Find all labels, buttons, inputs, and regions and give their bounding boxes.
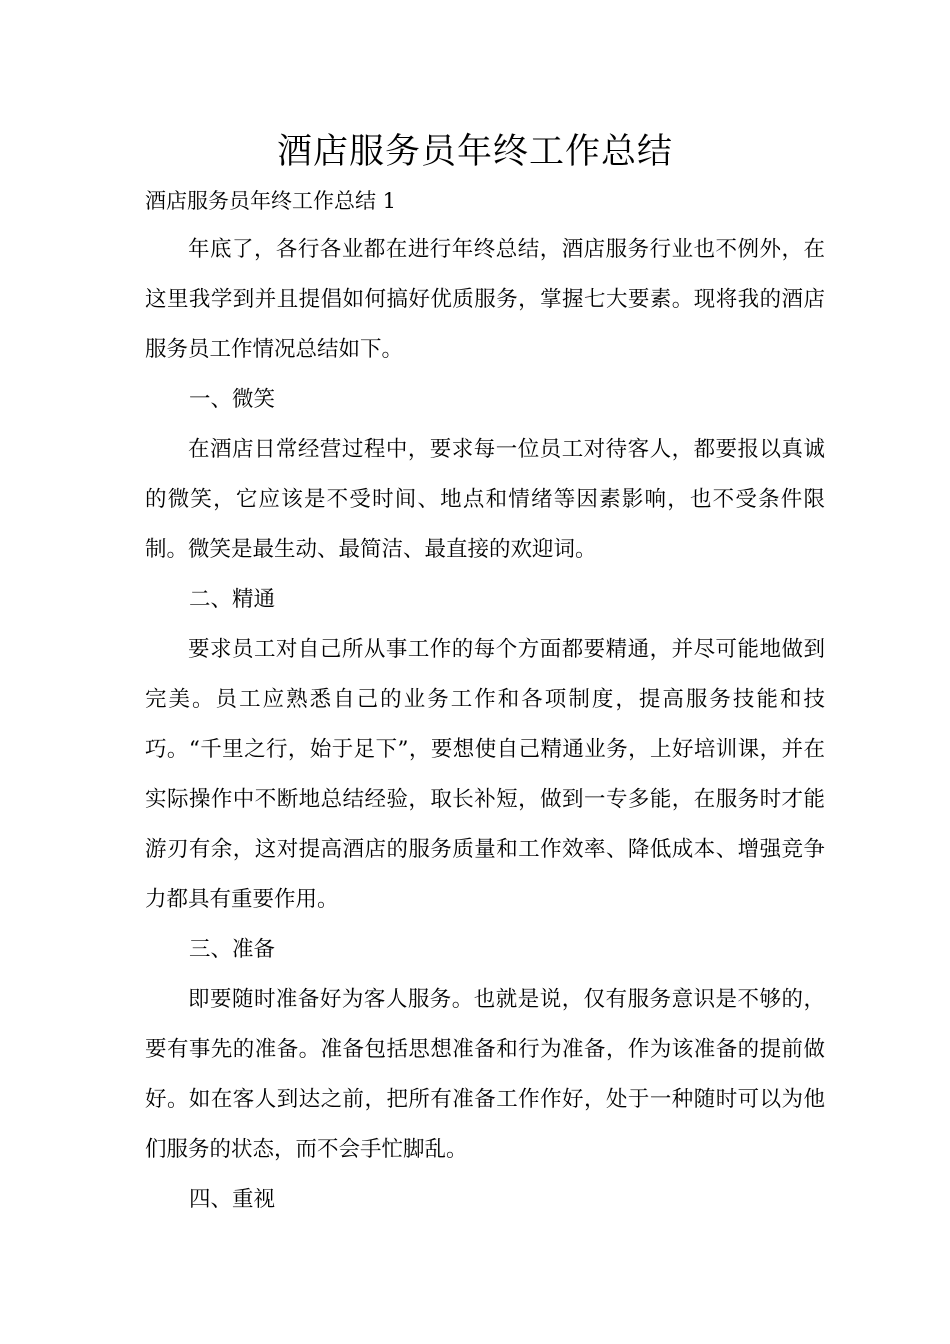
- document-title: 酒店服务员年终工作总结: [276, 132, 673, 172]
- section-heading: 四、重视: [189, 1187, 276, 1212]
- document-body: [145, 225, 825, 1225]
- section-heading: 一、微笑: [189, 387, 276, 412]
- document-subtitle: 酒店服务员年终工作总结 1: [145, 189, 397, 213]
- section-paragraph: 即要随时准备好为客人服务。也就是说，仅有服务意识是不够的，要有事先的准备。准备包括思想准备和行为准备，作为该准备的提前做好。如在客人到达之前，把所有准备工作作好，处于一种随时可以为他们服务的状态，而不会手忙脚乱。: [145, 987, 825, 1162]
- section-paragraph: 要求员工对自己所从事工作的每个方面都要精通，并尽可能地做到完美。员工应熟悉自己的业务工作和各项制度，提高服务技能和技巧。“千里之行，始于足下”，要想使自己精通业务，上好培训课，并在实际操作中不断地总结经验，取长补短，做到一专多能，在服务时才能游刃有余，这对提高酒店的服务质量和工作效率、降低成本、增强竞争力都具有重要作用。: [145, 637, 825, 912]
- section-heading: 三、准备: [189, 937, 276, 962]
- section-paragraph: 在酒店日常经营过程中，要求每一位员工对待客人，都要报以真诚的微笑，它应该是不受时间、地点和情绪等因素影响，也不受条件限制。微笑是最生动、最简洁、最直接的欢迎词。: [145, 437, 825, 562]
- section-heading: 二、精通: [189, 587, 276, 612]
- intro-paragraph: 年底了，各行各业都在进行年终总结，酒店服务行业也不例外，在这里我学到并且提倡如何搞好优质服务，掌握七大要素。现将我的酒店服务员工作情况总结如下。: [145, 237, 825, 362]
